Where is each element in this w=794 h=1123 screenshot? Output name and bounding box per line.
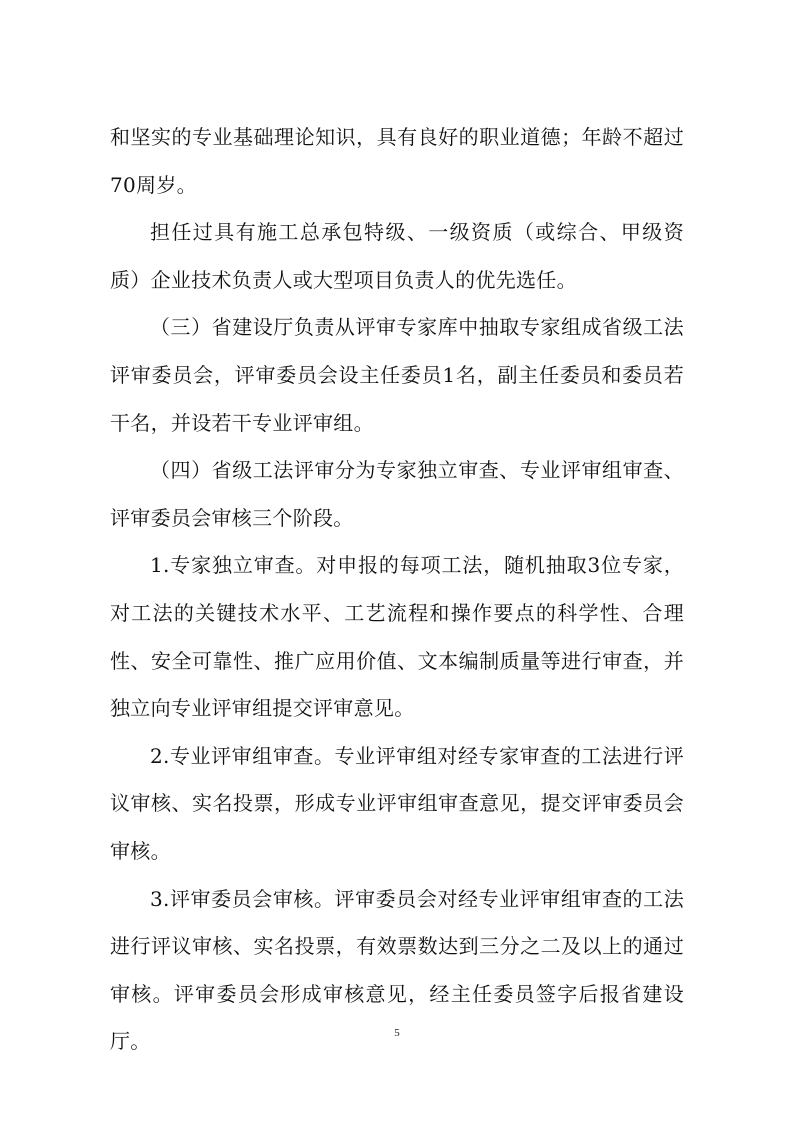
paragraph-item-3-committee-review: 3.评审委员会审核。评审委员会对经专业评审组审查的工法进行评议审核、实名投票，有效票数达到三分之二及以上的通过审核。评审委员会形成审核意见，经主任委员签字后报省建设厅。	[110, 886, 684, 1054]
paragraph-item-1-expert-review: 1.专家独立审查。对申报的每项工法，随机抽取3位专家，对工法的关键技术水平、工艺流程和操作要点的科学性、合理性、安全可靠性、推广应用价值、文本编制质量等进行审查，并独立向专业评审组提交评审意见。	[110, 553, 684, 721]
page-number: 5	[394, 1027, 400, 1039]
paragraph-qualification-continued: 和坚实的专业基础理论知识，具有良好的职业道德；年龄不超过70周岁。	[110, 125, 684, 197]
paragraph-item-2-group-review: 2.专业评审组审查。专业评审组对经专家审查的工法进行评议审核、实名投票，形成专业评审组审查意见，提交评审委员会审核。	[110, 743, 684, 863]
paragraph-priority-selection: 担任过具有施工总承包特级、一级资质（或综合、甲级资质）企业技术负责人或大型项目负责人的优先选任。	[110, 220, 684, 292]
paragraph-section-four: （四）省级工法评审分为专家独立审查、专业评审组审查、评审委员会审核三个阶段。	[110, 458, 684, 530]
document-body	[110, 114, 684, 1066]
paragraph-section-three: （三）省建设厅负责从评审专家库中抽取专家组成省级工法评审委员会，评审委员会设主任委员1名，副主任委员和委员若干名，并设若干专业评审组。	[110, 315, 684, 435]
